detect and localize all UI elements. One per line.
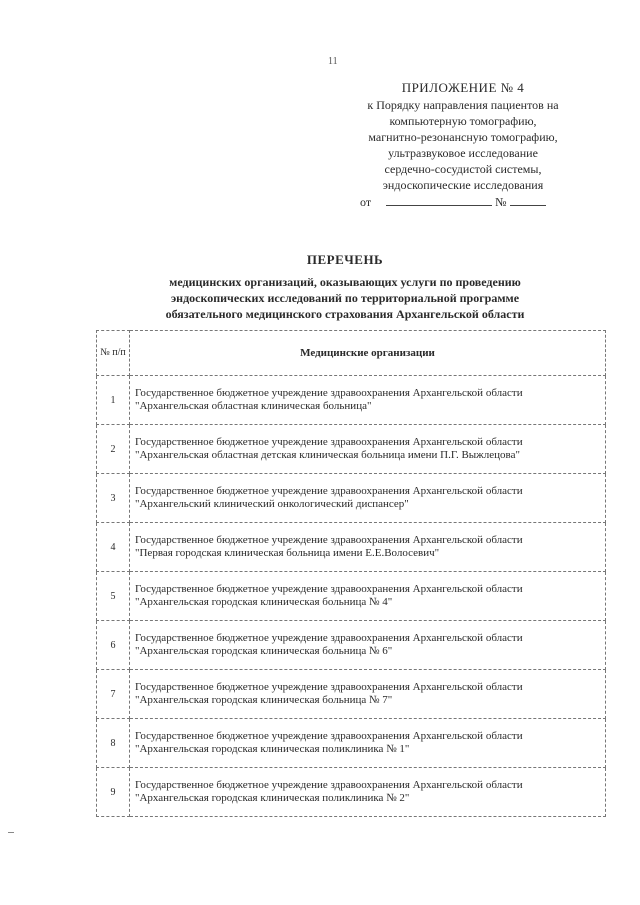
row-organization <box>130 376 606 425</box>
row-number: 3 <box>97 474 130 523</box>
row-organization <box>130 719 606 768</box>
appendix-line: эндоскопические исследования <box>382 178 544 192</box>
org-line: Государственное бюджетное учреждение здравоохранения Архангельской области <box>135 534 523 546</box>
org-line: Государственное бюджетное учреждение здравоохранения Архангельской области <box>135 632 523 644</box>
appendix-block <box>338 80 588 210</box>
org-line: Государственное бюджетное учреждение здравоохранения Архангельской области <box>135 730 523 742</box>
appendix-line: к Порядку направления пациентов на <box>367 98 559 112</box>
org-line: "Архангельская областная детская клиническая больница имени П.Г. Выжлецова" <box>135 449 520 461</box>
appendix-line: ультразвуковое исследование <box>388 146 538 160</box>
margin-mark <box>8 832 14 833</box>
row-number: 8 <box>97 719 130 768</box>
heading-line: эндоскопических исследований по территориальной программе <box>170 291 520 305</box>
header-num: № п/п <box>97 331 130 376</box>
org-line: Государственное бюджетное учреждение здравоохранения Архангельской области <box>135 387 523 399</box>
table-header-row <box>97 331 606 376</box>
table-row <box>97 670 606 719</box>
org-line: "Архангельская городская клиническая больница № 6" <box>135 645 393 657</box>
table-row <box>97 768 606 817</box>
row-organization <box>130 768 606 817</box>
appendix-line: магнитно-резонансную томографию, <box>368 130 558 144</box>
row-number: 6 <box>97 621 130 670</box>
row-organization <box>130 572 606 621</box>
table-row <box>97 425 606 474</box>
header-org: Медицинские организации <box>130 331 606 376</box>
org-line: "Архангельская городская клиническая больница № 4" <box>135 596 393 608</box>
org-line: Государственное бюджетное учреждение здравоохранения Архангельской области <box>135 436 523 448</box>
org-line: Государственное бюджетное учреждение здравоохранения Архангельской области <box>135 681 523 693</box>
appendix-title: ПРИЛОЖЕНИЕ № 4 <box>401 80 525 95</box>
row-number: 4 <box>97 523 130 572</box>
row-number: 7 <box>97 670 130 719</box>
appendix-line: компьютерную томографию, <box>389 114 537 128</box>
org-line: "Архангельская городская клиническая поликлиника № 2" <box>135 792 410 804</box>
org-line: Государственное бюджетное учреждение здравоохранения Архангельской области <box>135 779 523 791</box>
row-number: 1 <box>97 376 130 425</box>
row-number: 5 <box>97 572 130 621</box>
row-organization <box>130 523 606 572</box>
row-organization <box>130 621 606 670</box>
heading-line: медицинских организаций, оказывающих услуги по проведению <box>169 275 521 289</box>
date-prefix: от <box>360 195 372 209</box>
number-sign: № <box>495 195 507 209</box>
heading-title: ПЕРЕЧЕНЬ <box>306 252 384 267</box>
org-line: "Архангельский клинический онкологический диспансер" <box>135 498 409 510</box>
table-row <box>97 719 606 768</box>
organizations-table <box>96 330 606 817</box>
appendix-date-line <box>338 194 588 210</box>
table-row <box>97 621 606 670</box>
list-heading <box>100 252 590 322</box>
table-row <box>97 474 606 523</box>
table-row <box>97 572 606 621</box>
org-line: "Архангельская городская клиническая больница № 7" <box>135 694 393 706</box>
table-row <box>97 523 606 572</box>
row-number: 2 <box>97 425 130 474</box>
org-line: "Архангельская областная клиническая больница" <box>135 400 372 412</box>
heading-line: обязательного медицинского страхования Архангельской области <box>165 307 525 321</box>
row-organization <box>130 670 606 719</box>
date-blank <box>386 194 492 206</box>
org-line: "Первая городская клиническая больница имени Е.Е.Волосевич" <box>135 547 440 559</box>
table-row <box>97 376 606 425</box>
org-line: "Архангельская городская клиническая поликлиника № 1" <box>135 743 410 755</box>
row-number: 9 <box>97 768 130 817</box>
page-number: 11 <box>328 56 338 67</box>
row-organization <box>130 474 606 523</box>
row-organization <box>130 425 606 474</box>
appendix-line: сердечно-сосудистой системы, <box>384 162 542 176</box>
org-line: Государственное бюджетное учреждение здравоохранения Архангельской области <box>135 485 523 497</box>
org-line: Государственное бюджетное учреждение здравоохранения Архангельской области <box>135 583 523 595</box>
number-blank <box>510 194 546 206</box>
